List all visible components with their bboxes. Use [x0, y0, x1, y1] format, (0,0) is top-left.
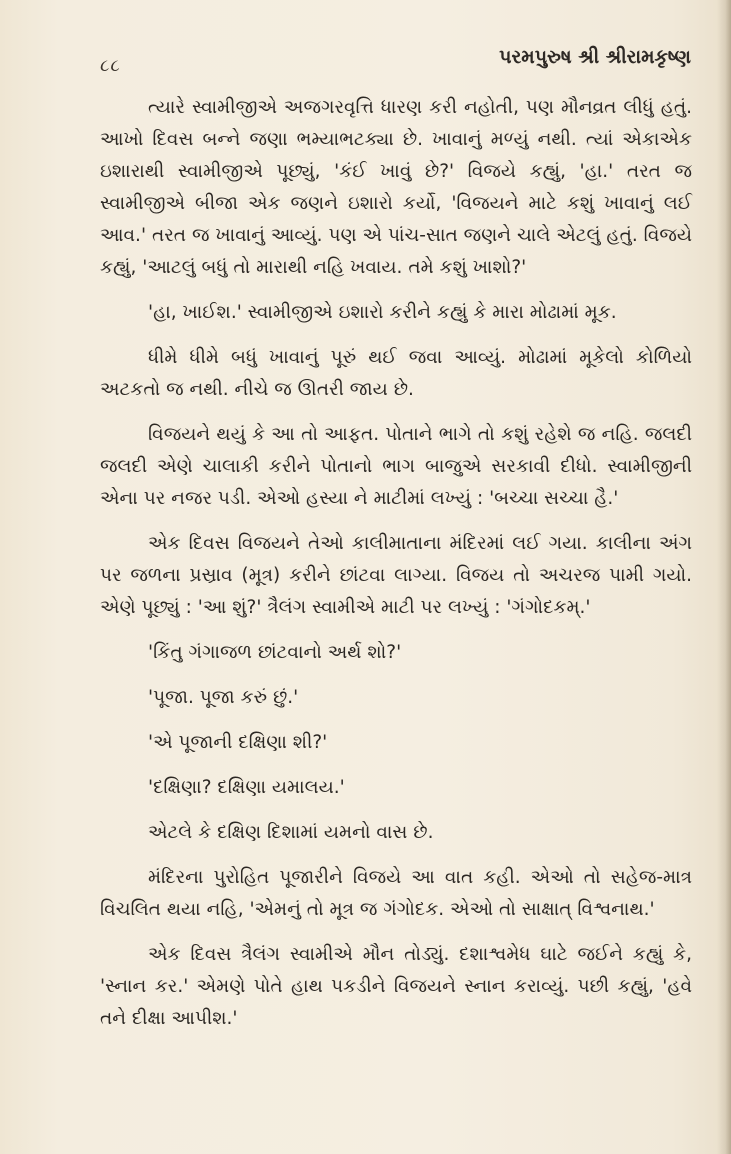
paragraph: મંદિરના પુરોહિત પૂજારીને વિજયે આ વાત કહી. એઓ તો સહેજ-માત્ર વિચલિત થયા નહિ, 'એમનું તો મૂત્ર જ ગંગોદક. એઓ તો સાક્ષાત્ વિશ્વનાથ.': [100, 867, 692, 920]
page-edge-shadow: [717, 0, 731, 1154]
paragraph: વિજયને થયું કે આ તો આફત. પોતાને ભાગે તો કશું રહેશે જ નહિ. જલદી જલદી એણે ચાલાકી કરીને પોતાનો ભાગ બાજુએ સરકાવી દીધો. સ્વામીજીની એના પર નજર પડી. એઓ હસ્યા ને માટીમાં લખ્યું : 'બચ્ચા સચ્ચા હૈ.': [100, 424, 692, 509]
running-title: પરમપુરુષ શ્રી શ્રીરામકૃષ્ણ: [499, 46, 691, 68]
dialogue-line: 'પૂજા. પૂજા કરું છું.': [148, 687, 299, 708]
paragraph: એક દિવસ વિજયને તેઓ કાલીમાતાના મંદિરમાં લઈ ગયા. કાલીના અંગ પર જળના પ્રસ્રાવ (મૂત્ર) કરીને છાંટવા લાગ્યા. વિજય તો અચરજ પામી ગયો. એણે પૂછ્યું : 'આ શું?' ત્રૈલંગ સ્વામીએ માટી પર લખ્યું : 'ગંગોદકમ્.': [100, 533, 692, 618]
dialogue-line: 'એ પૂજાની દક્ષિણા શી?': [148, 732, 328, 753]
paragraph: ત્યારે સ્વામીજીએ અજગરવૃત્તિ ધારણ કરી નહોતી, પણ મૌનવ્રત લીધું હતું. આખો દિવસ બન્ને જણા ભમ્યાભટક્યા છે. ખાવાનું મળ્યું નથી. ત્યાં એકાએક ઇશારાથી સ્વામીજીએ પૂછ્યું, 'કંઈ ખાવું છે?' વિજયે કહ્યું, 'હા.' તરત જ સ્વામીજીએ બીજા એક જણને ઇશારો કર્યો, 'વિજયને માટે કશું ખાવાનું લઈ આવ.' તરત જ ખાવાનું આવ્યું. પણ એ પાંચ-સાત જણને ચાલે એટલું હતું. વિજયે કહ્યું, 'આટલું બધું તો મારાથી નહિ ખવાય. તમે કશું ખાશો?': [100, 97, 692, 278]
paragraph: ધીમે ધીમે બધું ખાવાનું પૂરું થઈ જવા આવ્યું. મોઢામાં મૂકેલો કોળિયો અટકતો જ નથી. નીચે જ ઊતરી જાય છે.: [100, 347, 692, 400]
dialogue-line: 'કિંતુ ગંગાજળ છાંટવાનો અર્થ શો?': [148, 642, 402, 663]
body-text: [100, 92, 692, 1048]
page-header: [100, 46, 691, 80]
paragraph: 'હા, ખાઈશ.' સ્વામીજીએ ઇશારો કરીને કહ્યું કે મારા મોઢામાં મૂક.: [148, 302, 617, 323]
page-number: ૮૮: [100, 56, 121, 76]
dialogue-line: એટલે કે દક્ષિણ દિશામાં યમનો વાસ છે.: [148, 822, 434, 843]
dialogue-line: 'દક્ષિણા? દક્ષિણા યમાલય.': [148, 777, 345, 798]
paragraph: એક દિવસ ત્રૈલંગ સ્વામીએ મૌન તોડ્યું. દશાશ્વમેધ ઘાટે જઈને કહ્યું કે, 'સ્નાન કર.' એમણે પોતે હાથ પકડીને વિજયને સ્નાન કરાવ્યું. પછી કહ્યું, 'હવે તને દીક્ષા આપીશ.': [100, 944, 692, 1029]
